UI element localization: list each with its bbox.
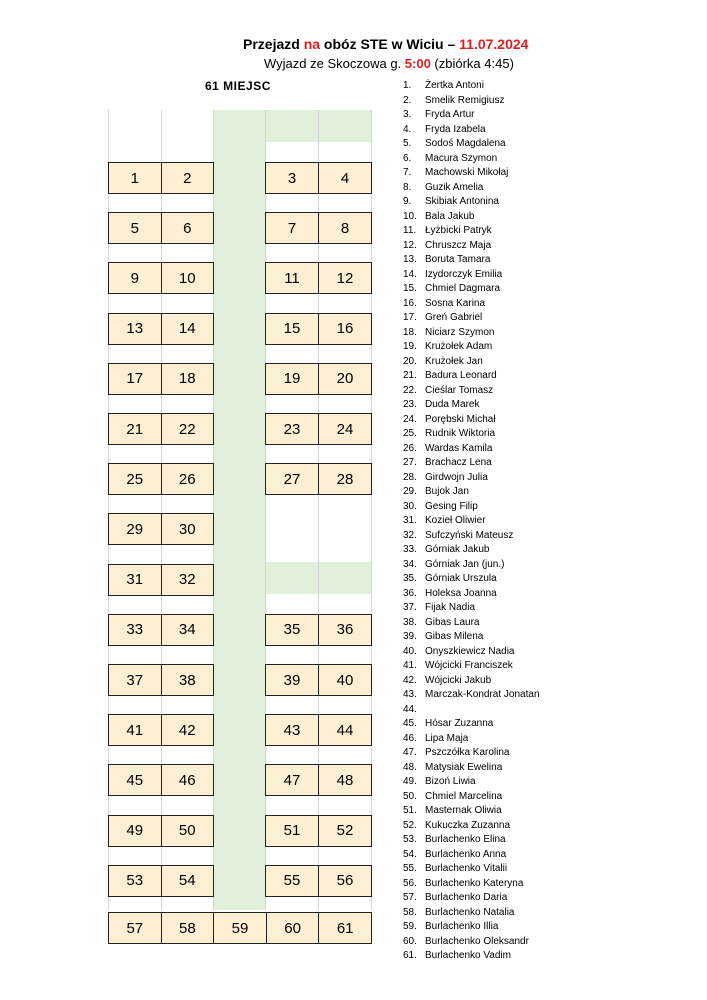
passenger-name: Górniak Jakub	[425, 544, 490, 555]
list-item	[403, 239, 540, 254]
subtitle-gathering: (zbiórka 4:45)	[430, 56, 514, 71]
list-item	[403, 210, 540, 225]
passenger-number: 24.	[403, 413, 417, 425]
list-item	[403, 456, 540, 471]
passenger-name: Badura Leonard	[425, 370, 497, 381]
seat-number: 26	[161, 464, 214, 494]
list-item	[403, 427, 540, 442]
seat-block	[108, 912, 372, 944]
list-item	[403, 717, 540, 732]
passenger-name: Fijak Nadia	[425, 602, 476, 613]
seat-number: 48	[318, 765, 371, 795]
list-item	[403, 152, 540, 167]
list-item	[403, 94, 540, 109]
passenger-number: 58.	[403, 906, 417, 918]
passenger-number: 21.	[403, 370, 417, 381]
seat-block	[108, 363, 214, 395]
list-item	[403, 369, 540, 384]
seat-number: 46	[161, 765, 214, 795]
passenger-name: Chruszcz Maja	[425, 239, 492, 251]
seat-block	[108, 714, 214, 746]
seat-number: 19	[283, 370, 301, 388]
passenger-number: 3.	[403, 109, 412, 120]
passenger-number: 38.	[403, 616, 417, 628]
passenger-number: 42.	[403, 674, 417, 686]
passenger-name: Burlachenko Vitalii	[425, 863, 508, 874]
passenger-number: 15.	[403, 283, 417, 294]
passenger-name: Izydorczyk Emilia	[425, 268, 503, 280]
passenger-name: Girdwojn Julia	[425, 471, 488, 483]
seat-number: 5	[130, 219, 139, 237]
seat-number: 22	[161, 414, 214, 444]
passenger-number: 14.	[403, 268, 417, 280]
list-item	[403, 529, 540, 544]
seat-number: 29	[126, 520, 144, 538]
list-item	[403, 500, 540, 515]
passenger-name: Skibiak Antonina	[425, 196, 499, 207]
list-item	[403, 442, 540, 457]
passenger-number: 28.	[403, 471, 417, 483]
passenger-name: Duda Marek	[425, 399, 480, 410]
passenger-number: 25.	[403, 428, 417, 439]
list-item	[403, 413, 540, 428]
passenger-number: 5.	[403, 138, 412, 149]
seat-number: 32	[161, 565, 214, 595]
list-item	[403, 79, 540, 94]
passenger-number: 17.	[403, 312, 417, 323]
passenger-number: 30.	[403, 500, 417, 512]
seat-number: 10	[161, 263, 214, 293]
passenger-name: Macura Szymon	[425, 152, 498, 164]
passenger-name: Bizoń Liwia	[425, 776, 476, 787]
list-item	[403, 862, 540, 877]
passenger-number: 26.	[403, 442, 417, 454]
passenger-number: 35.	[403, 573, 417, 584]
seat-number: 23	[283, 420, 301, 438]
passenger-number: 1.	[403, 80, 412, 91]
list-item	[403, 616, 540, 631]
list-item	[403, 224, 540, 239]
passenger-number: 56.	[403, 877, 417, 889]
passenger-number: 7.	[403, 167, 412, 178]
seat-number: 40	[318, 665, 371, 695]
seat-block	[265, 313, 372, 345]
passenger-name: Masternak Oliwia	[425, 805, 502, 816]
passenger-number: 8.	[403, 181, 412, 193]
passenger-number: 59.	[403, 921, 417, 932]
seat-number: 15	[283, 320, 301, 338]
seat-number: 36	[318, 615, 371, 645]
passenger-name: Gibas Laura	[425, 616, 480, 628]
passenger-name: Bala Jakub	[425, 210, 475, 222]
passenger-number: 6.	[403, 152, 412, 164]
list-item	[403, 355, 540, 370]
passenger-name: Cieślar Tomasz	[425, 384, 494, 396]
list-item	[403, 514, 540, 529]
seat-block	[108, 513, 214, 545]
passenger-number: 37.	[403, 602, 417, 613]
list-item	[403, 746, 540, 761]
seat-number: 4	[318, 163, 371, 193]
passenger-name: Górniak Urszula	[425, 573, 497, 584]
passenger-number: 33.	[403, 544, 417, 555]
passenger-name: Burlachenko Kateryna	[425, 877, 524, 889]
passenger-number: 20.	[403, 355, 417, 367]
passenger-name: Sodoś Magdalena	[425, 138, 506, 149]
seat-block	[108, 463, 214, 495]
passenger-number: 40.	[403, 645, 417, 657]
seat-number: 27	[283, 470, 301, 488]
list-item	[403, 268, 540, 283]
passenger-number: 51.	[403, 805, 417, 816]
list-item	[403, 282, 540, 297]
list-item	[403, 195, 540, 210]
passenger-number: 60.	[403, 935, 417, 947]
passenger-name: Chmiel Dagmara	[425, 283, 501, 294]
passenger-name: Smelik Remigiusz	[425, 94, 505, 106]
list-item	[403, 775, 540, 790]
passenger-number: 53.	[403, 834, 417, 845]
title-text-2: obóz STE w Wiciu –	[320, 36, 460, 52]
passenger-name: Burlachenko Daria	[425, 892, 508, 903]
seat-number: 18	[161, 364, 214, 394]
passenger-name: Kozieł Oliwier	[425, 515, 486, 526]
passenger-name: Burlachenko Anna	[425, 848, 507, 860]
passenger-number: 47.	[403, 747, 417, 758]
passenger-name: Fryda Izabela	[425, 123, 486, 135]
passenger-name: Gibas Milena	[425, 631, 484, 642]
list-item	[403, 920, 540, 935]
passenger-number: 55.	[403, 863, 417, 874]
passenger-number: 9.	[403, 196, 412, 207]
passenger-name: Hósar Zuzanna	[425, 718, 494, 729]
list-item	[403, 137, 540, 152]
seat-number: 58	[161, 913, 214, 943]
list-item	[403, 384, 540, 399]
passenger-name: Bujok Jan	[425, 486, 469, 497]
seat-number: 20	[318, 364, 371, 394]
passenger-name: Pszczółka Karolina	[425, 747, 510, 758]
passenger-number: 48.	[403, 761, 417, 773]
seat-number: 9	[130, 269, 139, 287]
passenger-name: Burlachenko Elina	[425, 834, 506, 845]
seat-number: 6	[161, 213, 214, 243]
list-item	[403, 949, 540, 964]
passenger-number: 41.	[403, 660, 417, 671]
subtitle-text: Wyjazd ze Skoczowa g.	[264, 56, 405, 71]
seat-number: 37	[126, 671, 144, 689]
seat-number: 8	[318, 213, 371, 243]
list-item	[403, 108, 540, 123]
seat-block	[108, 413, 214, 445]
passenger-name: Kukuczka Zuzanna	[425, 819, 511, 831]
seat-number: 44	[318, 715, 371, 745]
seat-block	[265, 212, 372, 244]
passenger-number: 34.	[403, 558, 417, 570]
seat-block	[108, 262, 214, 294]
list-item	[403, 761, 540, 776]
seat-number: 34	[161, 615, 214, 645]
seat-block	[265, 664, 372, 696]
passenger-name: Marczak-Kondrat Jonatan	[425, 689, 540, 700]
list-item	[403, 804, 540, 819]
aisle	[213, 142, 265, 910]
passenger-number: 39.	[403, 631, 417, 642]
passenger-number: 29.	[403, 486, 417, 497]
seat-number: 1	[130, 169, 139, 187]
passenger-name: Burlachenko Vadim	[425, 950, 511, 961]
seat-number: 45	[126, 771, 144, 789]
seat-number: 7	[287, 219, 297, 237]
passenger-name: Gesing Filip	[425, 500, 478, 512]
passenger-name: Lipa Maja	[425, 732, 469, 744]
seat-block	[265, 262, 372, 294]
departure-time: 5:00	[404, 56, 431, 71]
seat-number: 50	[161, 816, 214, 846]
seat-number: 31	[126, 571, 144, 589]
seat-block	[265, 815, 372, 847]
passenger-name: Wardas Kamila	[425, 442, 493, 454]
list-item	[403, 485, 540, 500]
passenger-name: Sufczyński Mateusz	[425, 529, 514, 541]
seat-number: 21	[126, 420, 144, 438]
passenger-number: 43.	[403, 689, 417, 700]
list-item	[403, 674, 540, 689]
passenger-number: 18.	[403, 326, 417, 338]
seat-block	[265, 865, 372, 897]
list-item	[403, 123, 540, 138]
list-item	[403, 906, 540, 921]
seat-number: 24	[318, 414, 371, 444]
passenger-number: 16.	[403, 297, 417, 309]
passenger-name: Żertka Antoni	[425, 80, 484, 91]
passenger-name: Boruta Tamara	[425, 254, 491, 265]
seat-number: 3	[287, 169, 297, 187]
passenger-number: 23.	[403, 399, 417, 410]
seat-number: 30	[161, 514, 214, 544]
seat-number: 11	[284, 269, 300, 287]
list-item	[403, 819, 540, 834]
list-item	[403, 833, 540, 848]
list-item	[403, 181, 540, 196]
list-item	[403, 645, 540, 660]
seat-block	[265, 162, 372, 194]
passenger-number: 12.	[403, 239, 417, 251]
seat-number: 56	[318, 866, 371, 896]
seat-number: 57	[126, 919, 144, 937]
seat-block	[108, 865, 214, 897]
seat-number: 25	[126, 470, 144, 488]
passenger-name: Wójcicki Jakub	[425, 674, 492, 686]
list-item	[403, 543, 540, 558]
passenger-number: 54.	[403, 848, 417, 860]
list-item	[403, 558, 540, 573]
list-item	[403, 297, 540, 312]
seat-number: 12	[318, 263, 371, 293]
passenger-number: 36.	[403, 587, 417, 599]
passenger-name: Wójcicki Franciszek	[425, 660, 513, 671]
passenger-name: Burlachenko Natalia	[425, 906, 515, 918]
seat-number: 2	[161, 163, 214, 193]
seat-number: 13	[126, 320, 144, 338]
list-item	[403, 659, 540, 674]
list-item	[403, 891, 540, 906]
passenger-number: 2.	[403, 94, 412, 106]
list-item	[403, 471, 540, 486]
passenger-number: 44.	[403, 703, 417, 715]
list-item	[403, 326, 540, 341]
seat-block	[108, 212, 214, 244]
seat-number: 42	[161, 715, 214, 745]
seat-block	[108, 815, 214, 847]
seat-number: 54	[161, 866, 214, 896]
list-item	[403, 848, 540, 863]
passenger-number: 4.	[403, 123, 412, 135]
passenger-name: Krużołek Adam	[425, 341, 493, 352]
seat-number: 33	[126, 621, 144, 639]
seat-block	[265, 413, 372, 445]
passenger-number: 31.	[403, 515, 417, 526]
seat-block	[265, 363, 372, 395]
seat-block	[265, 764, 372, 796]
passenger-name: Brachacz Lena	[425, 457, 492, 468]
passenger-name: Greń Gabriel	[425, 312, 483, 323]
list-item	[403, 587, 540, 602]
passenger-number: 49.	[403, 776, 417, 787]
seat-number: 28	[318, 464, 371, 494]
passenger-number: 19.	[403, 341, 417, 352]
passenger-number: 27.	[403, 457, 417, 468]
passenger-name: Holeksa Joanna	[425, 587, 497, 599]
list-item	[403, 601, 540, 616]
list-item	[403, 166, 540, 181]
capacity-label: 61 MIEJSC	[205, 79, 271, 93]
passenger-number: 61.	[403, 950, 417, 961]
list-item	[403, 340, 540, 355]
list-item	[403, 877, 540, 892]
passenger-name: Rudnik Wiktoria	[425, 428, 496, 439]
list-item	[403, 732, 540, 747]
passenger-number: 32.	[403, 529, 417, 541]
passenger-name: Krużołek Jan	[425, 355, 483, 367]
list-item	[403, 253, 540, 268]
list-item	[403, 703, 540, 718]
list-item	[403, 630, 540, 645]
seat-number: 53	[126, 872, 144, 890]
seat-block	[265, 463, 372, 495]
passenger-number: 52.	[403, 819, 417, 831]
passenger-name: Machowski Mikołaj	[425, 167, 509, 178]
passenger-name: Onyszkiewicz Nadia	[425, 645, 515, 657]
passenger-number: 45.	[403, 718, 417, 729]
title-text: Przejazd	[243, 36, 304, 52]
passenger-number: 11.	[403, 225, 417, 236]
passenger-name: Porębski Michał	[425, 413, 496, 425]
seat-number: 38	[161, 665, 214, 695]
passenger-name: Burlachenko Oleksandr	[425, 935, 529, 947]
passenger-name: Górniak Jan (jun.)	[425, 558, 505, 570]
passenger-number: 57.	[403, 892, 417, 903]
seat-number: 51	[283, 822, 301, 840]
passenger-number: 46.	[403, 732, 417, 744]
seat-number: 59	[213, 913, 266, 943]
title-date: 11.07.2024	[459, 36, 529, 52]
seat-block	[108, 614, 214, 646]
seat-number: 41	[126, 721, 144, 739]
seat-number: 43	[283, 721, 301, 739]
list-item	[403, 790, 540, 805]
seat-number: 17	[126, 370, 144, 388]
title-highlight: na	[303, 36, 321, 52]
passenger-name: Niciarz Szymon	[425, 326, 495, 338]
seat-block	[108, 564, 214, 596]
seat-number: 47	[283, 771, 301, 789]
passenger-list	[403, 79, 540, 964]
passenger-number: 50.	[403, 790, 417, 802]
seat-number: 14	[161, 314, 214, 344]
seat-number: 35	[283, 621, 301, 639]
seat-number: 49	[126, 822, 144, 840]
seat-block	[108, 162, 214, 194]
seat-block	[108, 764, 214, 796]
list-item	[403, 572, 540, 587]
seat-number: 55	[283, 872, 301, 890]
list-item	[403, 935, 540, 950]
seat-number: 52	[318, 816, 371, 846]
passenger-name: Sosna Karina	[425, 297, 486, 309]
seat-block	[265, 714, 372, 746]
aisle-top-band	[213, 110, 371, 142]
list-item	[403, 688, 540, 703]
passenger-name: Łyżbicki Patryk	[425, 225, 492, 236]
seat-block	[108, 664, 214, 696]
seat-number: 60	[266, 913, 319, 943]
seat-number: 16	[318, 314, 371, 344]
seat-number: 39	[283, 671, 301, 689]
passenger-name: Fryda Artur	[425, 109, 475, 120]
passenger-name: Burlachenko Illia	[425, 921, 499, 932]
passenger-number: 10.	[403, 210, 417, 222]
passenger-number: 22.	[403, 384, 417, 396]
passenger-number: 13.	[403, 254, 417, 265]
seat-block	[108, 313, 214, 345]
seat-number: 61	[318, 913, 371, 943]
list-item	[403, 398, 540, 413]
passenger-name: Guzik Amelia	[425, 181, 484, 193]
passenger-name: Matysiak Ewelina	[425, 761, 503, 773]
seat-block	[265, 614, 372, 646]
passenger-name: Chmiel Marcelina	[425, 790, 503, 802]
list-item	[403, 311, 540, 326]
